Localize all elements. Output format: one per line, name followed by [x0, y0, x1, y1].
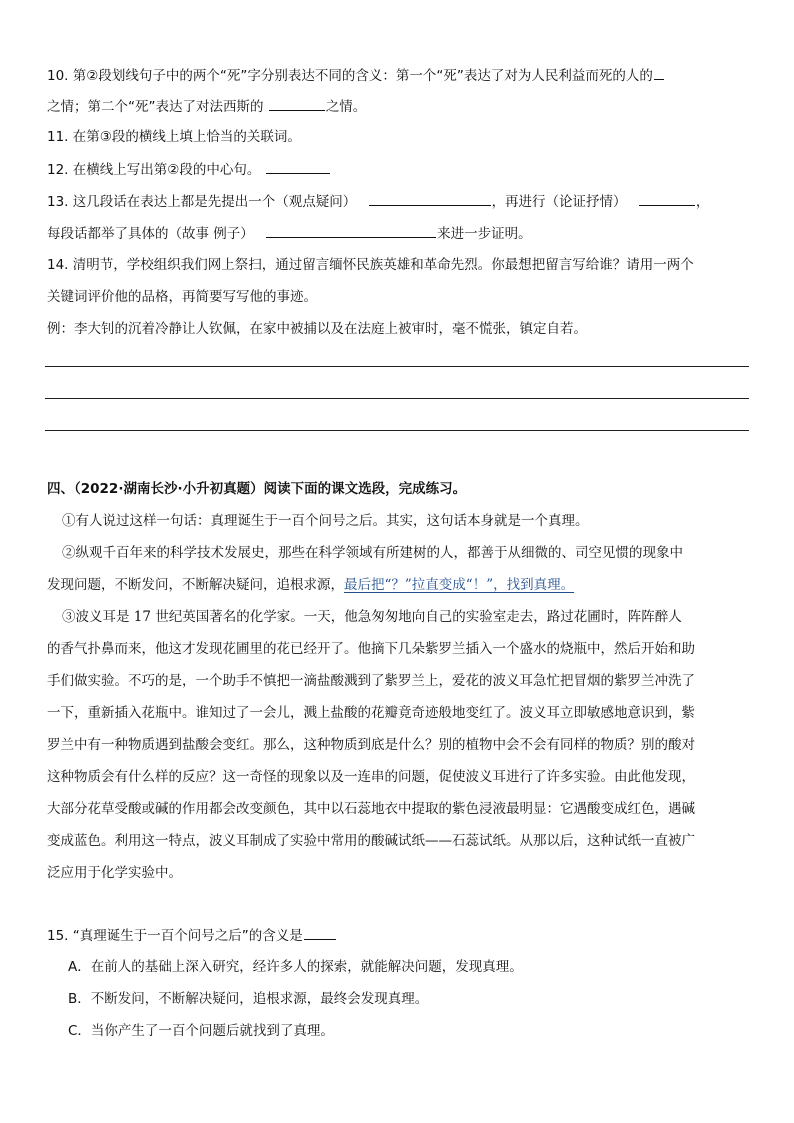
q13-text-2: ，再进行（论证抒情）: [491, 194, 627, 210]
q12-blank[interactable]: [266, 160, 330, 174]
q13-blank-3[interactable]: [266, 224, 436, 238]
passage-paragraph-3-line: 手们做实验。不巧的是，一个助手不慎把一滴盐酸溅到了紫罗兰上，爱花的波义耳急忙把冒烟的紫罗兰冲洗了: [47, 673, 695, 689]
answer-line-1[interactable]: [45, 366, 749, 367]
question-14-line2: 关键词评价他的品格，再简要写写他的事迹。: [47, 289, 317, 305]
passage-paragraph-3-line: 泛应用于化学实验中。: [47, 865, 182, 881]
passage-paragraph-3-line: 这种物质会有什么样的反应？这一奇怪的现象以及一连串的问题，促使波义耳进行了许多实验。由此他发现，: [47, 769, 695, 785]
passage-paragraph-2-line1: ②纵观千百年来的科学技术发展史，那些在科学领域有所建树的人，都善于从细微的、司空见惯的现象中: [62, 545, 683, 561]
q13-text-1: 13. 这几段话在表达上都是先提出一个（观点疑问）: [47, 194, 357, 210]
question-15: [47, 926, 337, 945]
q15-option-b[interactable]: B．不断发问，不断解决疑问，追根求源，最终会发现真理。: [68, 991, 429, 1007]
answer-line-3[interactable]: [45, 430, 749, 431]
q12-text: 12. 在横线上写出第②段的中心句。: [47, 162, 261, 178]
q13-blank-2[interactable]: [639, 192, 695, 206]
q10-text-3: 之情。: [325, 99, 367, 115]
q13-text-4: 每段话都举了具体的（故事 例子）: [47, 226, 254, 242]
q10-text-2: 之情；第二个“死”表达了对法西斯的: [47, 99, 264, 115]
passage-paragraph-3-line: 罗兰中有一种物质遇到盐酸会变红。那么，这种物质到底是什么？别的植物中会不会有同样的物质？别的酸对: [47, 737, 695, 753]
q15-option-c[interactable]: C．当你产生了一百个问题后就找到了真理。: [68, 1023, 334, 1039]
passage-paragraph-3-line: 一下，重新插入花瓶中。谁知过了一会儿，溅上盐酸的花瓣竟奇迹般地变红了。波义耳立即敏感地意识到，紫: [47, 705, 695, 721]
question-13-line2: [47, 224, 532, 243]
passage-paragraph-1: ①有人说过这样一句话：真理诞生于一百个问号之后。其实，这句话本身就是一个真理。: [62, 513, 589, 529]
passage-paragraph-3-line: 大部分花草受酸或碱的作用都会改变颜色，其中以石蕊地衣中提取的紫色浸液最明显：它遇酸变成红色，遇碱: [47, 801, 695, 817]
passage-paragraph-3-line: 的香气扑鼻而来，他这才发现花圃里的花已经开了。他摘下几朵紫罗兰插入一个盛水的烧瓶中，然后开始和助: [47, 641, 695, 657]
q15-option-a[interactable]: A．在前人的基础上深入研究，经许多人的探索，就能解决问题，发现真理。: [68, 959, 523, 975]
q15-blank[interactable]: [304, 926, 336, 940]
question-13-line1: [47, 192, 709, 211]
q13-text-5: 来进一步证明。: [437, 226, 532, 242]
p2-underlined-sentence: 最后把“？”拉直变成“！”，找到真理。: [344, 577, 575, 593]
q10-blank-1[interactable]: [654, 66, 664, 80]
question-11: 11. 在第③段的横线上填上恰当的关联词。: [47, 129, 301, 145]
q10-text-1: 10. 第②段划线句子中的两个“死”字分别表达不同的含义：第一个“死”表达了对为人民利益而死的人的: [47, 68, 653, 84]
question-14-line1: 14. 清明节，学校组织我们网上祭扫，通过留言缅怀民族英雄和革命先烈。你最想把留言写给谁？请用一两个: [47, 257, 694, 273]
answer-line-2[interactable]: [45, 398, 749, 399]
passage-paragraph-2-line2: [47, 576, 574, 594]
q13-text-3: ，: [695, 194, 710, 210]
question-10-line2: [47, 97, 366, 116]
question-10-line1: [47, 66, 665, 85]
q10-blank-2[interactable]: [269, 97, 325, 111]
question-14-example: 例：李大钊的沉着冷静让人钦佩，在家中被捕以及在法庭上被审时，毫不慌张，镇定自若。: [47, 321, 587, 337]
passage-paragraph-3-line: 变成蓝色。利用这一特点，波义耳制成了实验中常用的酸碱试纸——石蕊试纸。从那以后，这种试纸一直被广: [47, 833, 695, 849]
q13-blank-1[interactable]: [369, 192, 491, 206]
section-4-heading: 四、（2022·湖南长沙·小升初真题）阅读下面的课文选段，完成练习。: [47, 481, 467, 497]
q15-stem: 15. “真理诞生于一百个问号之后”的含义是: [47, 928, 303, 944]
p2-plain-text: 发现问题，不断发问，不断解决疑问，追根求源，: [47, 577, 344, 593]
question-12: [47, 160, 331, 179]
passage-paragraph-3-line: ③波义耳是 17 世纪英国著名的化学家。一天，他急匆匆地向自己的实验室走去，路过花圃时，阵阵醉人: [62, 609, 682, 625]
